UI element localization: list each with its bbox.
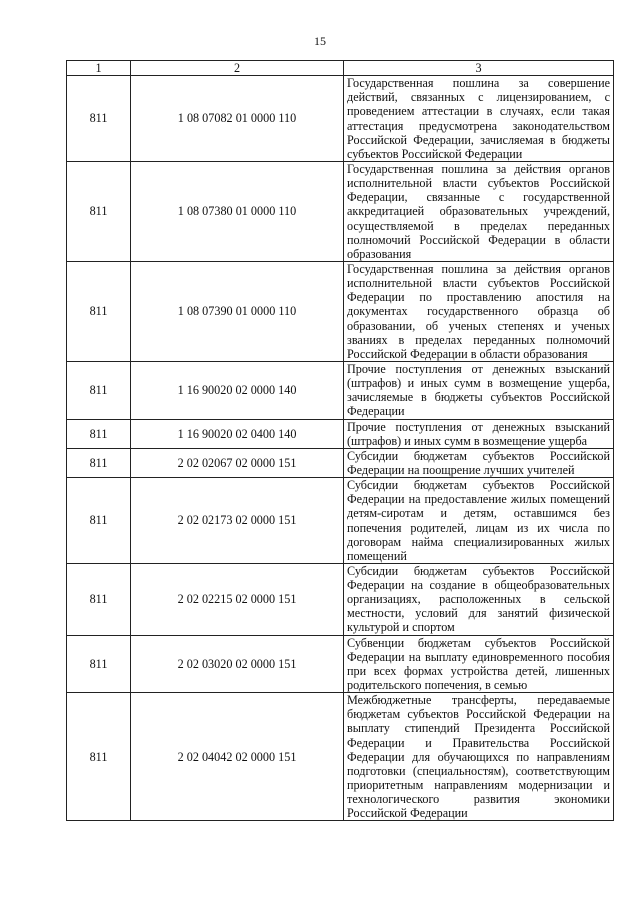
income-code-cell: 1 16 90020 02 0000 140 — [131, 361, 344, 419]
income-code-cell: 2 02 02067 02 0000 151 — [131, 448, 344, 477]
table-row — [67, 478, 614, 564]
table-row — [67, 419, 614, 448]
income-code-cell: 2 02 03020 02 0000 151 — [131, 635, 344, 693]
table-row — [67, 563, 614, 635]
income-name-cell: Субвенции бюджетам субъектов Российской Федерации на выплату единовременного пособия при всех формах устройства детей, лишенных родительского попечения, в семью — [344, 635, 614, 693]
table-row — [67, 635, 614, 693]
column-header: 3 — [344, 61, 614, 76]
income-name-cell: Государственная пошлина за действия органов исполнительной власти субъектов Российской Федерации, связанные с государственной аккредитацией образовательных учреждений, осуществляемой в пределах переданных полномочий Российской Федерации в области образования — [344, 161, 614, 261]
income-name-cell: Субсидии бюджетам субъектов Российской Федерации на поощрение лучших учителей — [344, 448, 614, 477]
income-code-cell: 1 08 07390 01 0000 110 — [131, 261, 344, 361]
chapter-code-cell: 811 — [67, 563, 131, 635]
income-name-cell: Субсидии бюджетам субъектов Российской Федерации на создание в общеобразовательных организациях, расположенных в сельской местности, условий для занятий физической культурой и спортом — [344, 563, 614, 635]
income-name-cell: Государственная пошлина за совершение действий, связанных с лицензированием, с проведением аттестации в случаях, если такая аттестация предусмотрена законодательством Российской Федерации, зачисляемая в бюджеты субъектов Российской Федерации — [344, 76, 614, 162]
chapter-code-cell: 811 — [67, 693, 131, 821]
table-row — [67, 693, 614, 821]
table-row — [67, 448, 614, 477]
chapter-code-cell: 811 — [67, 76, 131, 162]
table-row — [67, 261, 614, 361]
budget-classification-table — [66, 60, 614, 821]
column-header: 1 — [67, 61, 131, 76]
chapter-code-cell: 811 — [67, 635, 131, 693]
income-code-cell: 2 02 02215 02 0000 151 — [131, 563, 344, 635]
income-code-cell: 1 08 07380 01 0000 110 — [131, 161, 344, 261]
column-header: 2 — [131, 61, 344, 76]
chapter-code-cell: 811 — [67, 448, 131, 477]
income-code-cell: 2 02 02173 02 0000 151 — [131, 478, 344, 564]
income-code-cell: 1 16 90020 02 0400 140 — [131, 419, 344, 448]
table-row — [67, 76, 614, 162]
chapter-code-cell: 811 — [67, 361, 131, 419]
chapter-code-cell: 811 — [67, 419, 131, 448]
income-name-cell: Субсидии бюджетам субъектов Российской Федерации на предоставление жилых помещений детям-сиротам и детям, оставшимся без попечения родителей, лицам из их числа по договорам найма специализированных жилых помещений — [344, 478, 614, 564]
income-code-cell: 2 02 04042 02 0000 151 — [131, 693, 344, 821]
table-row — [67, 161, 614, 261]
income-name-cell: Прочие поступления от денежных взысканий (штрафов) и иных сумм в возмещение ущерба — [344, 419, 614, 448]
chapter-code-cell: 811 — [67, 478, 131, 564]
income-name-cell: Межбюджетные трансферты, передаваемые бюджетам субъектов Российской Федерации на выплату стипендий Президента Российской Федерации и Правительства Российской Федерации для обучающихся по направлениям подготовки (специальностям), соответствующим приоритетным направлениям модернизации и технологического развития экономики Российской Федерации — [344, 693, 614, 821]
table-row — [67, 361, 614, 419]
income-name-cell: Прочие поступления от денежных взысканий (штрафов) и иных сумм в возмещение ущерба, зачисляемые в бюджеты субъектов Российской Федерации — [344, 361, 614, 419]
income-name-cell: Государственная пошлина за действия органов исполнительной власти субъектов Российской Федерации по проставлению апостиля на документах государственного образца об образовании, об ученых степенях и ученых званиях в пределах переданных полномочий Российской Федерации в области образования — [344, 261, 614, 361]
page-number: 15 — [314, 34, 326, 48]
chapter-code-cell: 811 — [67, 261, 131, 361]
chapter-code-cell: 811 — [67, 161, 131, 261]
table-header-row — [67, 61, 614, 76]
income-code-cell: 1 08 07082 01 0000 110 — [131, 76, 344, 162]
